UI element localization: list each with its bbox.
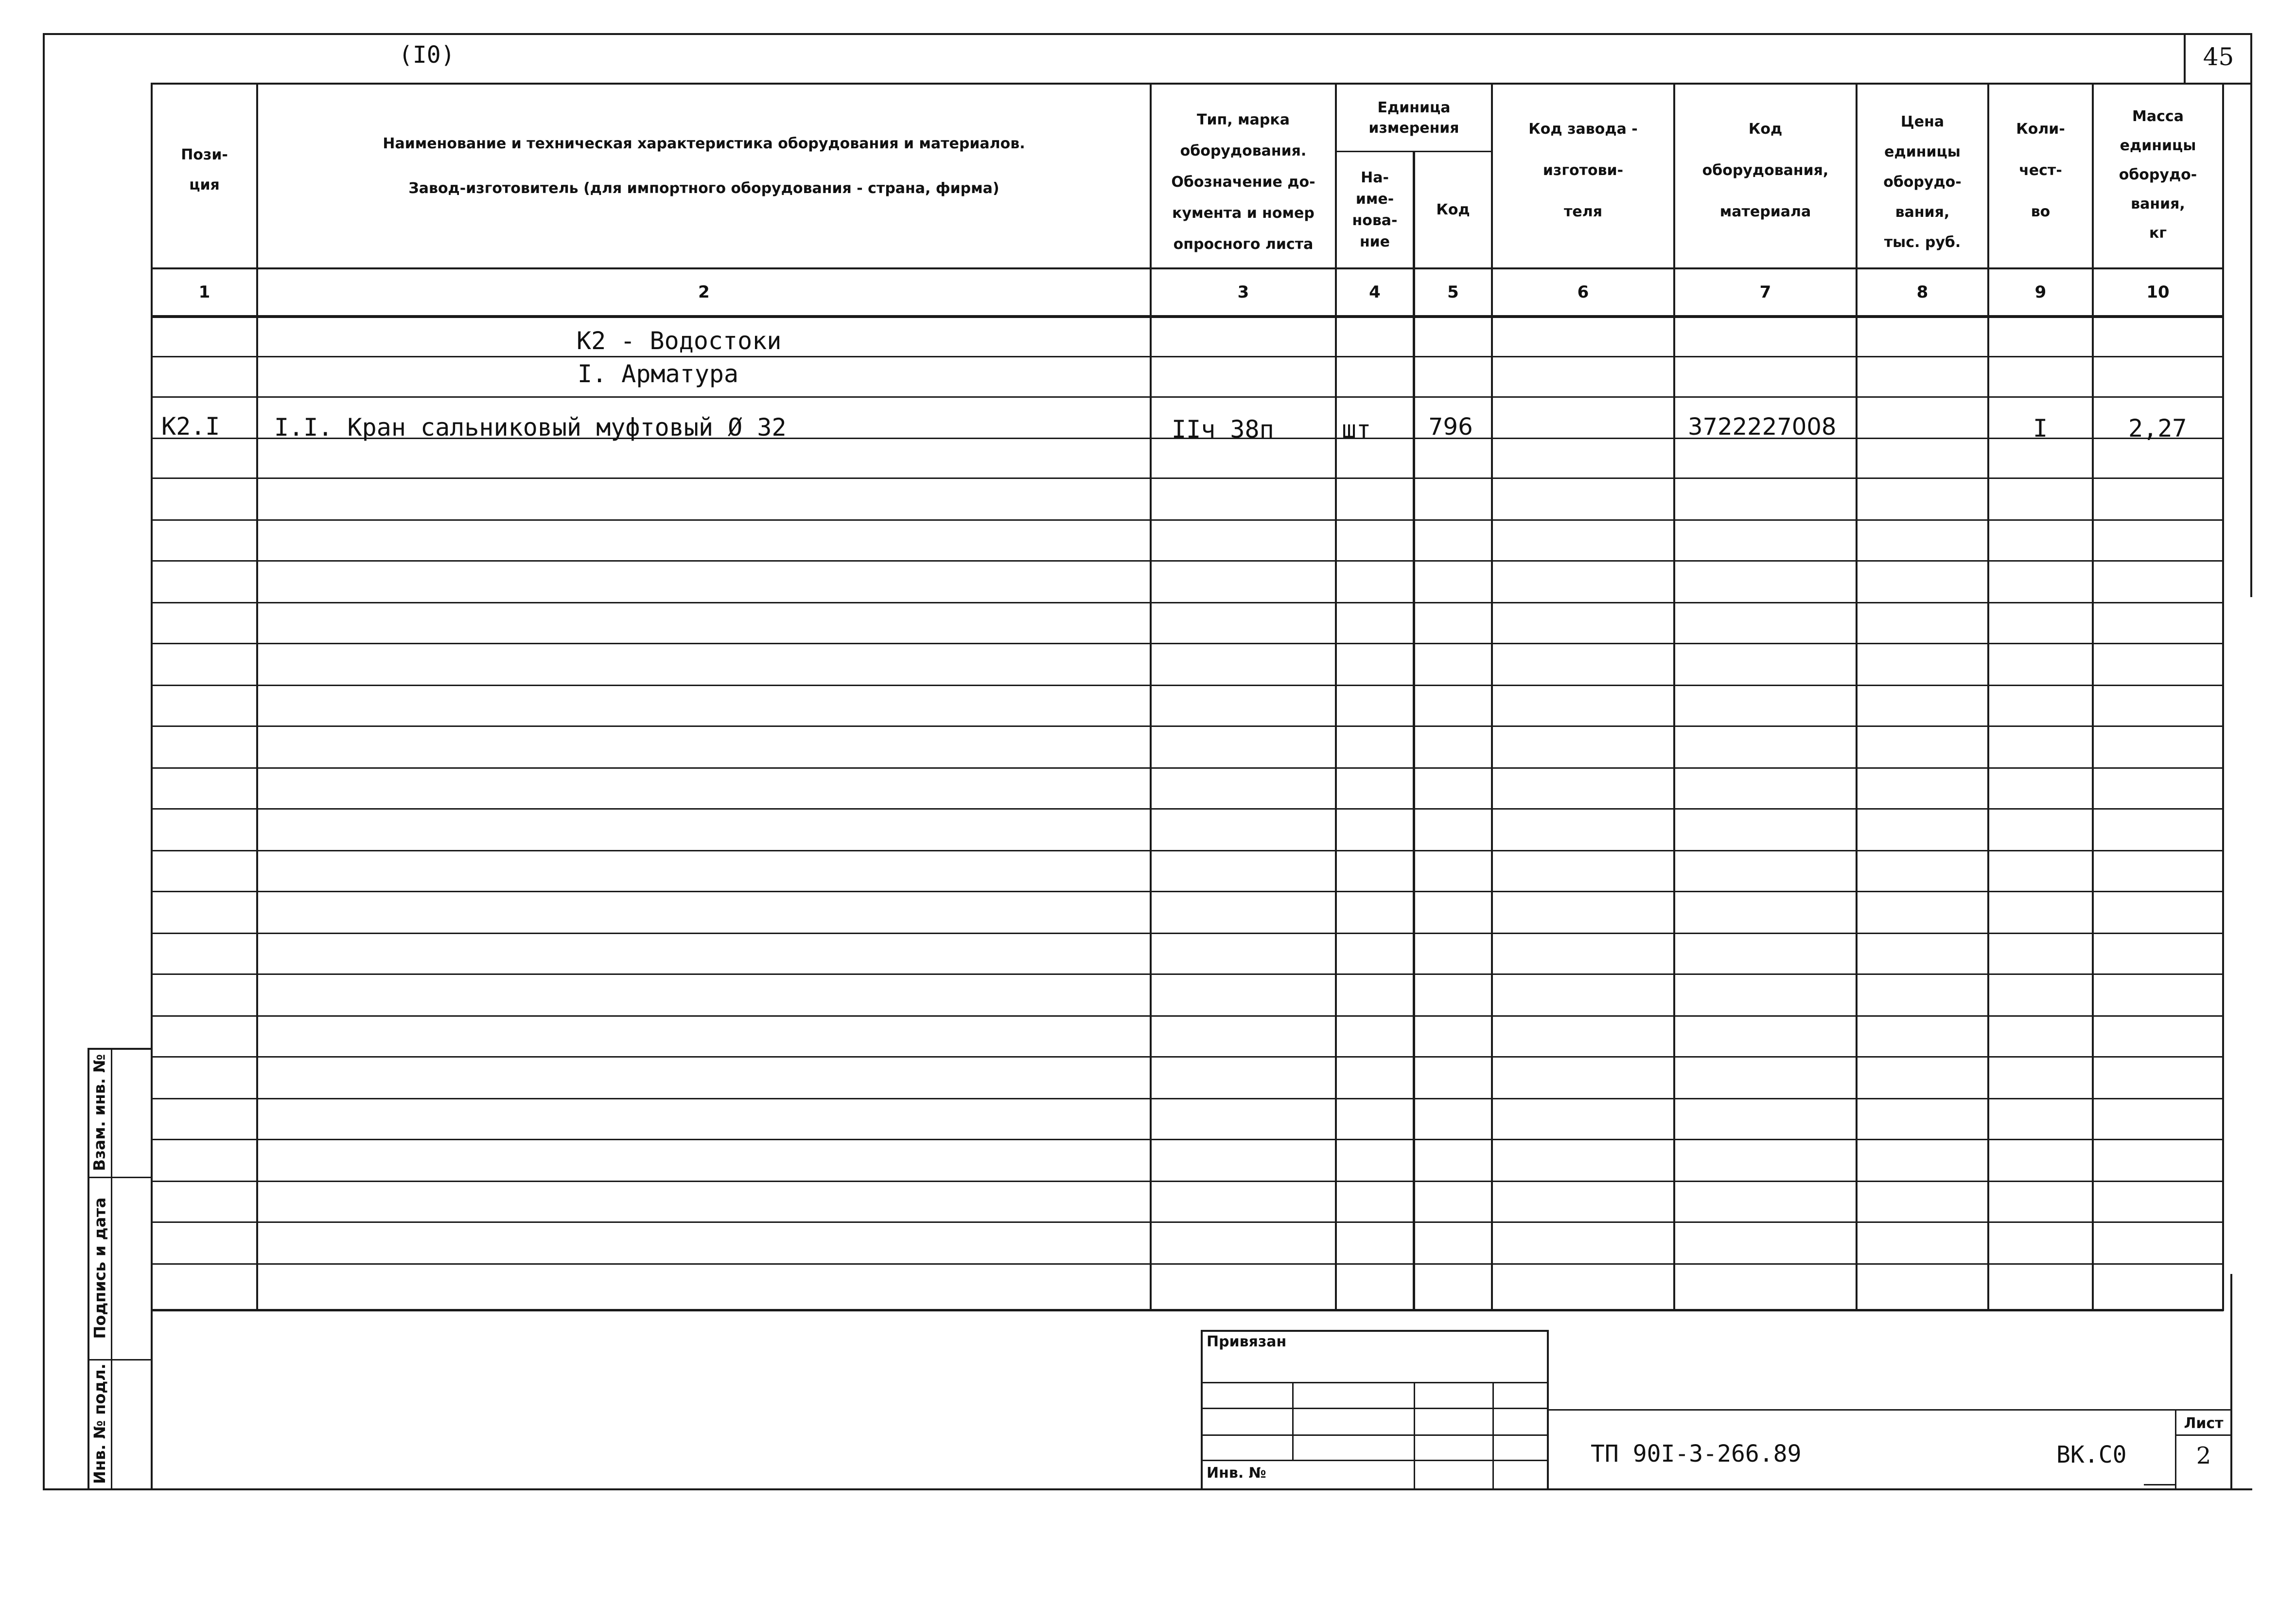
header-equipment-code: Код оборудования, материала (1702, 120, 1829, 220)
row-equipment-code: 3722227008 (1688, 413, 1837, 441)
title-mark: ВК.С0 (2056, 1441, 2127, 1468)
colnum-6: 6 (1577, 283, 1589, 302)
row-unit-code: 796 (1428, 413, 1473, 441)
colnum-3: 3 (1237, 283, 1249, 302)
row-quantity: I (2033, 414, 2048, 442)
header-name-line2: Завод-изготовитель (для импортного оборудования - страна, фирма) (408, 180, 999, 197)
side-label-inv-orig: Инв. № подл. (90, 1363, 109, 1484)
colnum-10: 10 (2146, 283, 2170, 302)
header-position: Пози- ция (181, 146, 228, 194)
title-sheet-no: 2 (2196, 1442, 2211, 1469)
header-factory-code: Код завода - изготови- теля (1528, 120, 1638, 220)
colnum-8: 8 (1916, 283, 1928, 302)
header-unit-code: Код (1436, 201, 1470, 218)
row-mass: 2,27 (2128, 414, 2187, 442)
colnum-7: 7 (1759, 283, 1771, 302)
header-type: Тип, марка оборудования. Обозначение до- кумента и номер опросного листа (1171, 111, 1315, 253)
sheet-top-number: (I0) (399, 41, 455, 69)
page-number: 45 (2203, 43, 2234, 71)
header-price: Цена единицы оборудо- вания, тыс. руб. (1883, 113, 1962, 251)
row-type: IIч 38п (1172, 415, 1274, 443)
colnum-5: 5 (1447, 283, 1459, 302)
header-mass: Масса единицы оборудо- вания, кг (2119, 108, 2197, 242)
title-doc-code: ТП 90I-3-266.89 (1591, 1440, 1802, 1467)
header-unit-name: На- име- нова- ние (1352, 169, 1398, 250)
section-title: К2 - Водостоки (577, 327, 782, 355)
header-quantity: Коли- чест- во (2016, 120, 2065, 220)
title-inv-no: Инв. № (1207, 1465, 1266, 1482)
row-position: К2.I (161, 412, 220, 441)
colnum-9: 9 (2034, 283, 2047, 302)
colnum-2: 2 (698, 283, 710, 302)
header-name-line1: Наименование и техническая характеристика оборудования и материалов. (383, 135, 1025, 152)
side-label-replace-inv: Взам. инв. № (90, 1054, 109, 1171)
colnum-1: 1 (198, 283, 210, 302)
title-sheet-label: Лист (2184, 1415, 2224, 1432)
row-name: I.I. Кран сальниковый муфтовый Ø 32 (274, 413, 787, 442)
header-unit-group: Единица измерения (1368, 99, 1459, 137)
title-attached: Привязан (1207, 1333, 1287, 1350)
colnum-4: 4 (1369, 283, 1381, 302)
section-subtitle: I. Арматура (578, 360, 739, 388)
side-label-sign-date: Подпись и дата (90, 1197, 109, 1339)
row-unit-name: шт (1342, 415, 1371, 443)
